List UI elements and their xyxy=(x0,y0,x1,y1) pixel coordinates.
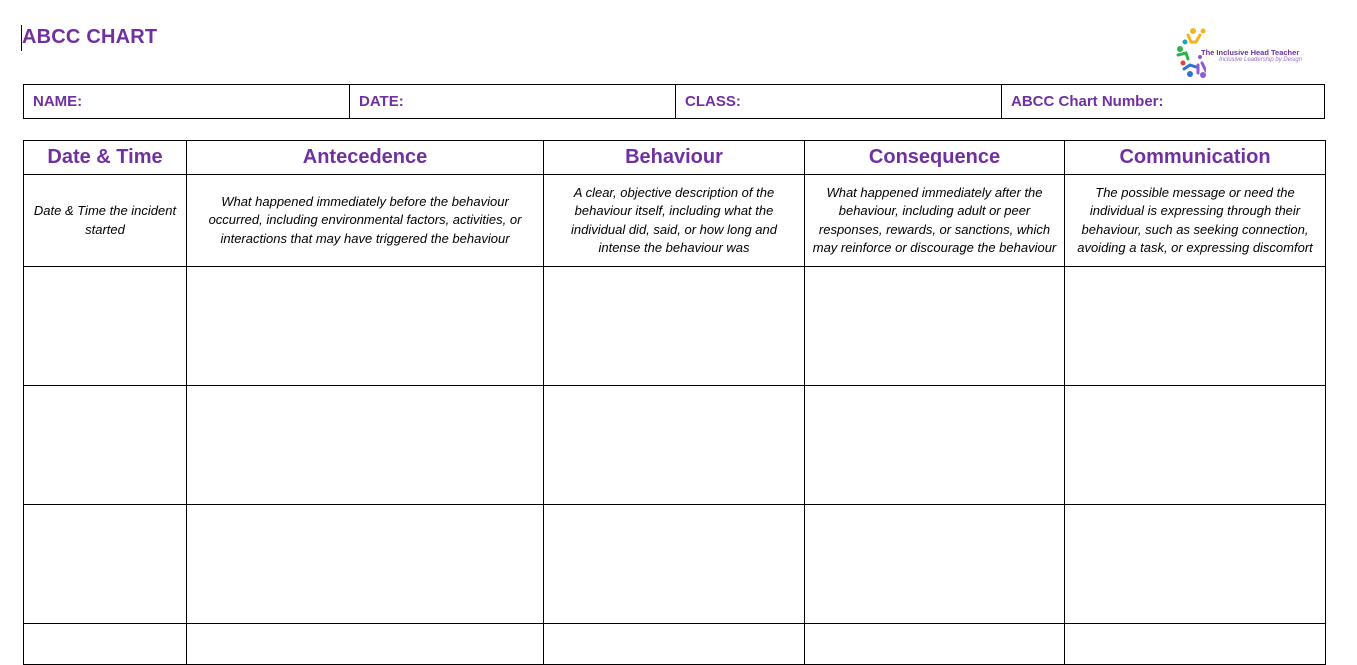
desc-behaviour: A clear, objective description of the behaviour itself, including what the individual did, said, or how long and intense the behaviour was xyxy=(544,175,805,267)
desc-consequence: What happened immediately after the behaviour, including adult or peer responses, rewards, or sanctions, which may reinforce or discourage the behaviour xyxy=(805,175,1065,267)
logo-name: The Inclusive Head Teacher xyxy=(1201,48,1300,57)
entry-cell[interactable] xyxy=(805,267,1065,386)
table-row xyxy=(24,624,1326,665)
header-behaviour: Behaviour xyxy=(544,141,805,175)
chart-number-field[interactable]: ABCC Chart Number: xyxy=(1002,85,1325,119)
entry-cell[interactable] xyxy=(187,505,544,624)
entry-cell[interactable] xyxy=(1065,386,1326,505)
header-antecedence: Antecedence xyxy=(187,141,544,175)
entry-cell[interactable] xyxy=(1065,267,1326,386)
entry-cell[interactable] xyxy=(187,267,544,386)
entry-cell[interactable] xyxy=(24,505,187,624)
entry-cell[interactable] xyxy=(805,386,1065,505)
logo xyxy=(1176,27,1306,81)
entry-cell[interactable] xyxy=(187,624,544,665)
entry-cell[interactable] xyxy=(1065,505,1326,624)
entry-cell[interactable] xyxy=(544,624,805,665)
table-row xyxy=(24,505,1326,624)
header-consequence: Consequence xyxy=(805,141,1065,175)
document-title: ABCC CHART xyxy=(22,26,158,48)
table-row xyxy=(24,386,1326,505)
logo-tagline: Inclusive Leadership by Design xyxy=(1219,57,1303,63)
header-communication: Communication xyxy=(1065,141,1326,175)
entry-cell[interactable] xyxy=(187,386,544,505)
info-table xyxy=(23,84,1325,119)
desc-antecedence: What happened immediately before the behaviour occurred, including environmental factors, activities, or interactions that may have triggered the behaviour xyxy=(187,175,544,267)
abcc-table xyxy=(23,140,1326,665)
entry-cell[interactable] xyxy=(805,624,1065,665)
entry-cell[interactable] xyxy=(544,267,805,386)
entry-cell[interactable] xyxy=(24,386,187,505)
entry-cell[interactable] xyxy=(24,624,187,665)
header-date-time: Date & Time xyxy=(24,141,187,175)
entry-cell[interactable] xyxy=(805,505,1065,624)
desc-date-time: Date & Time the incident started xyxy=(24,175,187,267)
description-row xyxy=(24,175,1326,267)
class-field[interactable]: CLASS: xyxy=(676,85,1002,119)
name-field[interactable]: NAME: xyxy=(24,85,350,119)
header-row xyxy=(24,141,1326,175)
table-row xyxy=(24,267,1326,386)
entry-cell[interactable] xyxy=(24,267,187,386)
entry-cell[interactable] xyxy=(544,505,805,624)
desc-communication: The possible message or need the individual is expressing through their behaviour, such as seeking connection, avoiding a task, or expressing discomfort xyxy=(1065,175,1326,267)
date-field[interactable]: DATE: xyxy=(350,85,676,119)
entry-cell[interactable] xyxy=(1065,624,1326,665)
entry-cell[interactable] xyxy=(544,386,805,505)
